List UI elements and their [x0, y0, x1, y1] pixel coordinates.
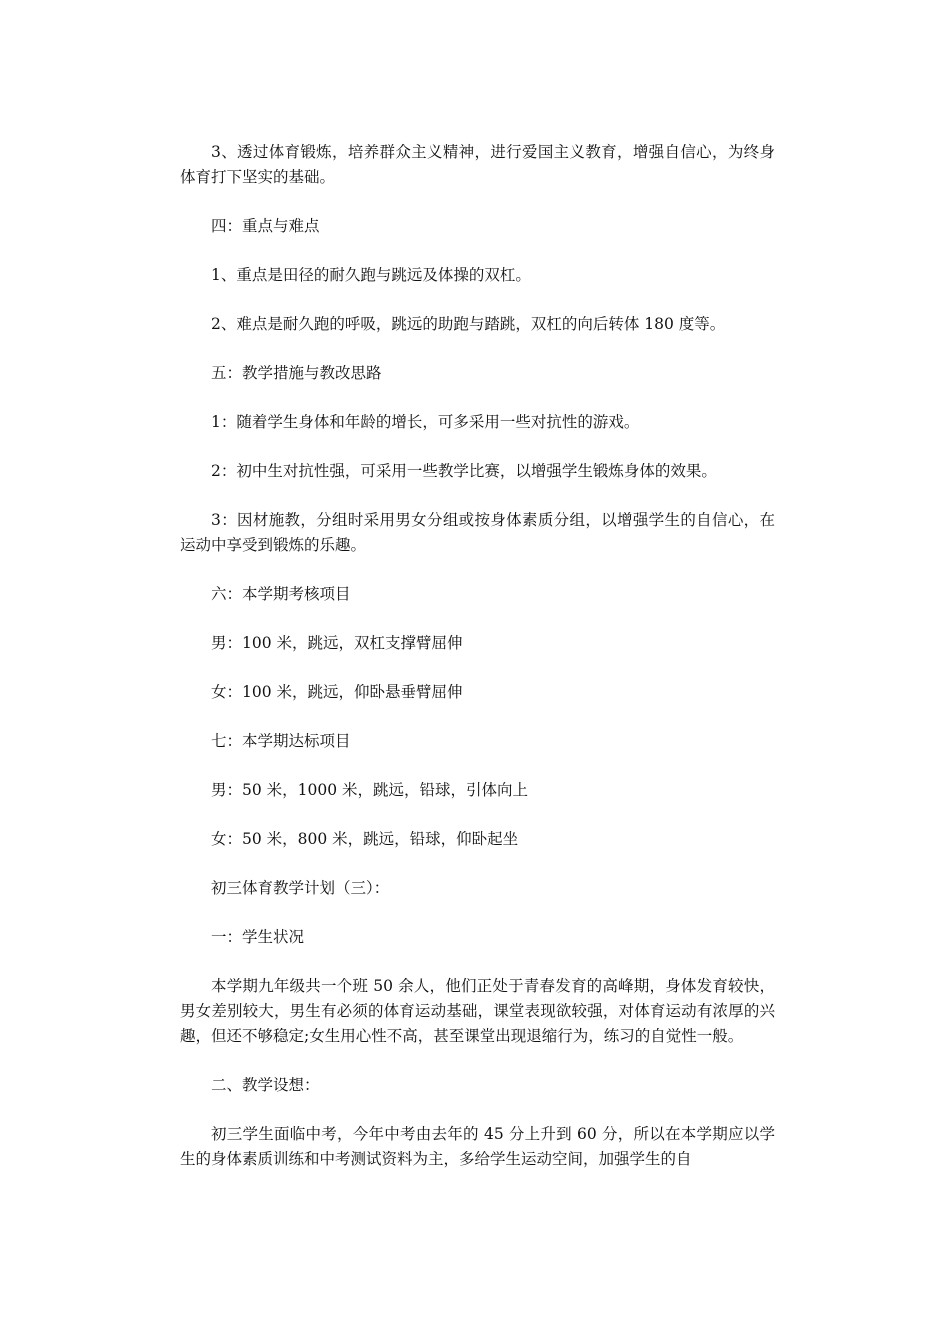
heading-plan-three: 初三体育教学计划（三）：	[211, 879, 390, 897]
paragraph-student-status: 本学期九年级共一个班 50 余人，他们正处于青春发育的高峰期，身体发育较快，男女差别较大，男生有必须的体育运动基础，课堂表现欲较强，对体育运动有浓厚的兴趣，但还不够稳定;女生用心性不高，甚至课堂出现退缩行为，练习的自觉性一般。	[180, 977, 775, 1045]
paragraph-standard-female: 女：50 米，800 米，跳远，铅球，仰卧起坐	[211, 830, 519, 848]
paragraph-teaching-ideas: 初三学生面临中考，今年中考由去年的 45 分上升到 60 分，所以在本学期应以学生的身体素质训练和中考测试资料为主，多给学生运动空间，加强学生的自	[180, 1125, 775, 1168]
paragraph-key-point-2: 2、难点是耐久跑的呼吸，跳远的助跑与踏跳，双杠的向后转体 180 度等。	[211, 315, 726, 333]
heading-assessment-items: 六：本学期考核项目	[211, 585, 351, 603]
paragraph-assessment-female: 女：100 米，跳远，仰卧悬垂臂屈伸	[211, 683, 463, 701]
document-page	[180, 140, 775, 1196]
paragraph-measure-1: 1：随着学生身体和年龄的增长，可多采用一些对抗性的游戏。	[211, 413, 640, 431]
paragraph-measure-2: 2：初中生对抗性强，可采用一些教学比赛，以增强学生锻炼身体的效果。	[211, 462, 717, 480]
paragraph-key-point-1: 1、重点是田径的耐久跑与跳远及体操的双杠。	[211, 266, 531, 284]
heading-key-points: 四：重点与难点	[211, 217, 320, 235]
paragraph-measure-3: 3：因材施教，分组时采用男女分组或按身体素质分组，以增强学生的自信心，在运动中享受到锻炼的乐趣。	[180, 511, 775, 554]
heading-student-status: 一：学生状况	[211, 928, 305, 946]
heading-standard-items: 七：本学期达标项目	[211, 732, 351, 750]
heading-teaching-measures: 五：教学措施与教改思路	[211, 364, 382, 382]
paragraph-goal-3: 3、透过体育锻炼，培养群众主义精神，进行爱国主义教育，增强自信心，为终身体育打下坚实的基础。	[180, 143, 775, 186]
paragraph-standard-male: 男：50 米，1000 米，跳远，铅球，引体向上	[211, 781, 529, 799]
paragraph-assessment-male: 男：100 米，跳远，双杠支撑臂屈伸	[211, 634, 463, 652]
heading-teaching-ideas: 二、教学设想：	[211, 1076, 320, 1094]
